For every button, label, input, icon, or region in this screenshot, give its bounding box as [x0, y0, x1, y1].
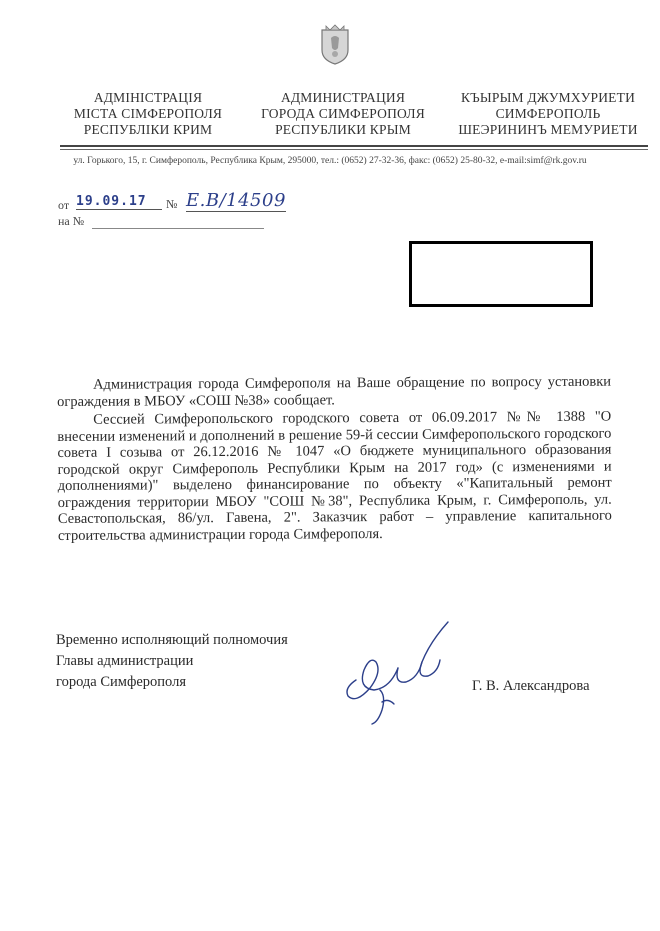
redacted-addressee-box: [409, 241, 593, 307]
signer-name: Г. В. Александрова: [472, 678, 590, 694]
header-line: РЕСПУБЛИКИ КРЫМ: [275, 122, 411, 137]
signatory-position: [56, 630, 288, 693]
header-line: РЕСПУБЛІКИ КРИМ: [83, 122, 213, 137]
contact-info: ул. Горького, 15, г. Симферополь, Республика Крым, 295000, тел.: (0652) 27-32-36, факс: (0652) 25-80-32, e-mail:simf@rk.gov.ru: [73, 156, 587, 166]
body-paragraph: Сессией Симферопольского городского совета от 06.09.2017 №№ 1388 "О внесении изменений и дополнений в решение 59-й сессии Симферопольского городского совета I созыва от 26.12.2016 № 1047 «О бюджете муниципального образования городской округ Симферополь Республики Крым на 2017 год» (с изменениями и дополнениями)" выделено финансирование по объекту «"Капитальный ремонт ограждения территории МБОУ "СОШ №38", Республика Крым, г. Симферополь, ул. Севастопольская, 86/ул. Гавена, 2". Заказчик работ – управление капитального строительства администрации города Симферополя.: [57, 408, 612, 544]
date-value: 19.09.17: [76, 194, 162, 210]
position-line: города Симферополя: [56, 674, 187, 690]
header-crimean-tatar: [448, 90, 648, 138]
header-line: ГОРОДА СИМФЕРОПОЛЯ: [261, 106, 425, 121]
header-line: СИМФЕРОПОЛЬ: [495, 106, 601, 121]
header-divider-thick: [60, 145, 648, 147]
date-label: от: [58, 198, 70, 212]
reference-blank-line: [92, 228, 264, 229]
header-line: АДМИНИСТРАЦИЯ: [280, 90, 406, 105]
outgoing-number: Е.В/14509: [186, 190, 286, 211]
header-divider-thin: [60, 149, 648, 150]
number-label: №: [166, 197, 178, 211]
position-line: Главы администрации: [56, 653, 194, 669]
header-ukrainian: [58, 90, 238, 138]
header-russian: [250, 90, 436, 138]
header-line: ШЕЭРИНИНЪ МЕМУРИЕТИ: [458, 122, 638, 137]
header-line: МІСТА СІМФЕРОПОЛЯ: [73, 106, 223, 121]
header-line: АДМІНІСТРАЦІЯ: [93, 90, 203, 105]
coat-of-arms-emblem: [318, 24, 352, 66]
reference-label: на №: [58, 214, 85, 228]
header-line: КЪЫРЫМ ДЖУМХУРИЕТИ: [460, 90, 636, 105]
letter-body: [57, 374, 612, 544]
handwritten-signature: [336, 618, 461, 728]
body-paragraph: Администрация города Симферополя на Ваше обращение по вопросу установки ограждения в МБОУ «СОШ №38» сообщает.: [57, 373, 612, 410]
position-line: Временно исполняющий полномочия: [56, 632, 288, 648]
